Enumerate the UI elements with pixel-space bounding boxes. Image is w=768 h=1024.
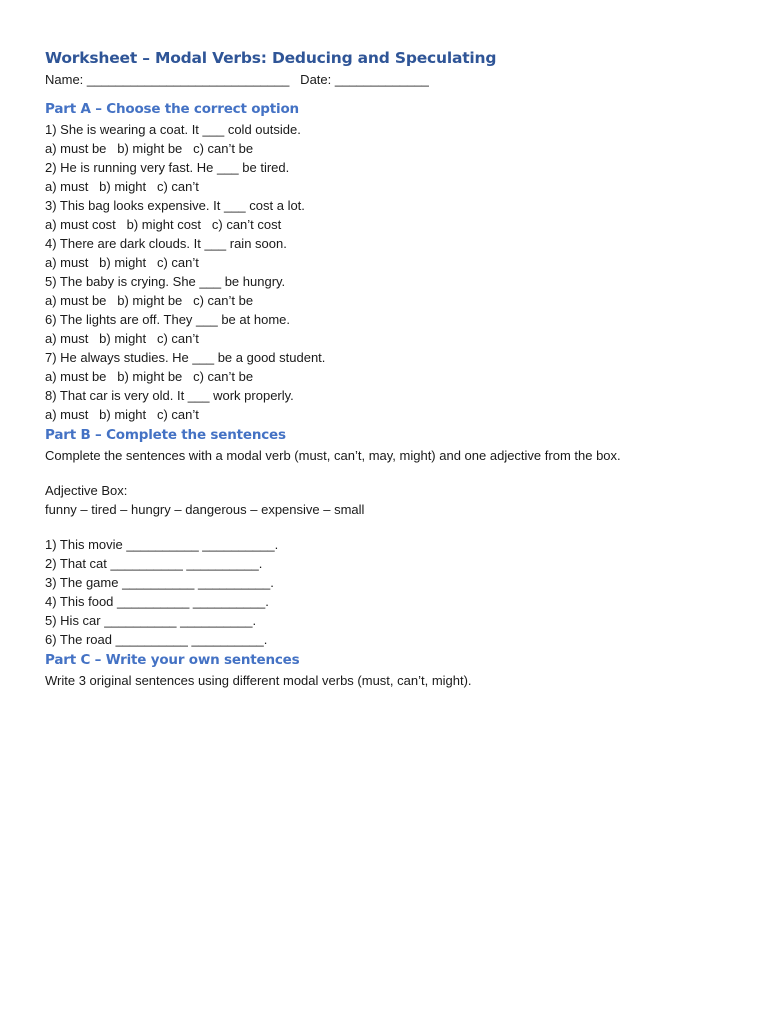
part-a-heading: Part A – Choose the correct option — [45, 101, 299, 117]
part-a-line: a) must be b) might be c) can’t be — [45, 369, 254, 384]
worksheet-title: Worksheet – Modal Verbs: Deducing and Speculating — [45, 49, 497, 67]
part-b-section — [45, 424, 735, 649]
part-b-sentence: 1) This movie __________ __________. — [45, 537, 279, 552]
part-a-line: 5) The baby is crying. She ___ be hungry. — [45, 274, 286, 289]
part-b-sentence: 4) This food __________ __________. — [45, 594, 269, 609]
part-a-line: a) must b) might c) can’t — [45, 407, 199, 422]
part-b-heading: Part B – Complete the sentences — [45, 427, 286, 443]
part-b-sentence: 3) The game __________ __________. — [45, 575, 274, 590]
part-a-line: 4) There are dark clouds. It ___ rain soon. — [45, 236, 287, 251]
part-a-line: a) must be b) might be c) can’t be — [45, 141, 254, 156]
part-c-heading: Part C – Write your own sentences — [45, 652, 300, 668]
part-a-line: 7) He always studies. He ___ be a good student. — [45, 350, 326, 365]
adjective-box-words: funny – tired – hungry – dangerous – expensive – small — [45, 502, 365, 517]
part-a-line: a) must cost b) might cost c) can’t cost — [45, 217, 282, 232]
adjective-box-label: Adjective Box: — [45, 483, 128, 498]
part-a-line: 1) She is wearing a coat. It ___ cold outside. — [45, 122, 301, 137]
part-c-section — [45, 649, 735, 690]
part-b-instruction: Complete the sentences with a modal verb (must, can’t, may, might) and one adjective from the box. — [45, 448, 621, 463]
worksheet-page — [45, 46, 735, 690]
part-a-line: a) must b) might c) can’t — [45, 179, 199, 194]
part-b-sentence: 6) The road __________ __________. — [45, 632, 268, 647]
part-a-line: a) must be b) might be c) can’t be — [45, 293, 254, 308]
part-a-line: 3) This bag looks expensive. It ___ cost a lot. — [45, 198, 305, 213]
part-a-line: 2) He is running very fast. He ___ be tired. — [45, 160, 290, 175]
part-b-sentence: 2) That cat __________ __________. — [45, 556, 263, 571]
part-a-line: 8) That car is very old. It ___ work properly. — [45, 388, 294, 403]
part-a-section — [45, 98, 735, 424]
part-a-line: a) must b) might c) can’t — [45, 255, 199, 270]
part-c-instruction: Write 3 original sentences using different modal verbs (must, can’t, might). — [45, 673, 472, 688]
part-a-line: 6) The lights are off. They ___ be at home. — [45, 312, 290, 327]
part-a-line: a) must b) might c) can’t — [45, 331, 199, 346]
part-b-sentence: 5) His car __________ __________. — [45, 613, 257, 628]
name-date-line: Name: ____________________________ Date: _____________ — [45, 72, 429, 87]
